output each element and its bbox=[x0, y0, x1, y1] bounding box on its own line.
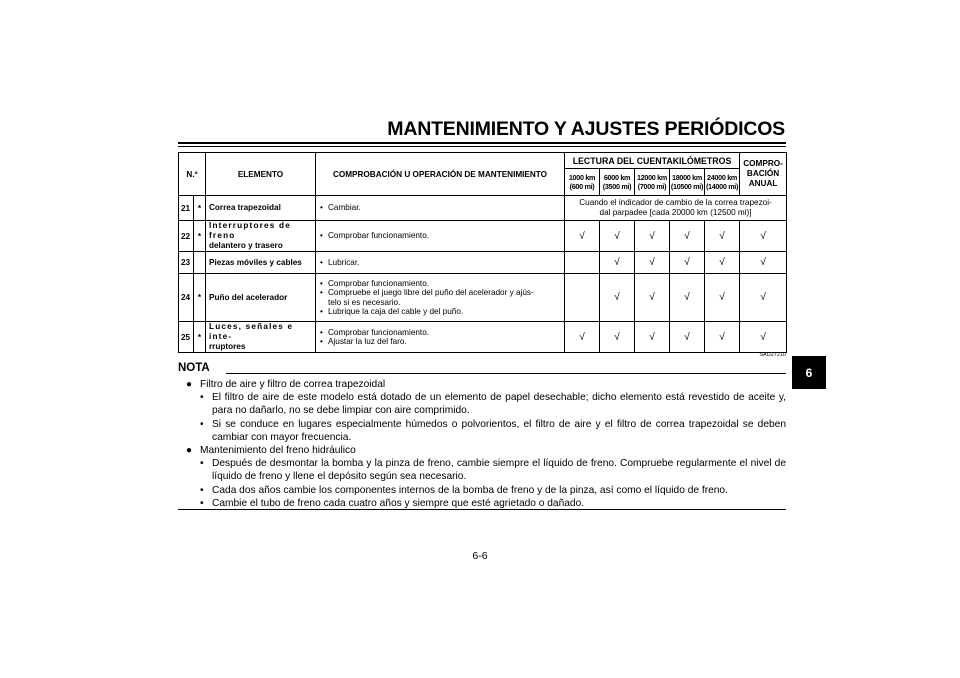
section-bottom-rule bbox=[178, 509, 786, 510]
interval-note-line-1: Cuando el indicador de cambio de la correa trapezoi- bbox=[579, 198, 772, 207]
interval-mi: (7000 mi) bbox=[637, 182, 667, 191]
operation-item: • Comprobar funcionamiento. bbox=[320, 328, 564, 338]
row-star: * bbox=[194, 274, 206, 322]
operation-line: Compruebe el juego libre del puño del acelerador y ajús- bbox=[328, 288, 534, 297]
row-operations bbox=[316, 221, 565, 252]
interval-mi: (10500 mi) bbox=[670, 182, 704, 191]
annual-check-mark: √ bbox=[740, 322, 787, 353]
check-mark: √ bbox=[565, 322, 600, 353]
row-operations bbox=[316, 196, 565, 221]
nota-subitem-text: El filtro de aire de este modelo está dotado de un elemento de papel desechable; dicho elemento está revestido de aceite y, para no dañarlo, no se debe limpiar con aire comprimido. bbox=[212, 392, 786, 417]
interval-mi: (600 mi) bbox=[569, 182, 595, 191]
row-element bbox=[206, 221, 316, 252]
operation-line: telo si es necesario. bbox=[328, 297, 401, 307]
element-line-1: Interruptores de freno bbox=[209, 221, 291, 240]
annual-check-mark: √ bbox=[740, 274, 787, 322]
bullet-icon: • bbox=[200, 458, 204, 470]
check-mark bbox=[565, 252, 600, 274]
nota-item-label: Mantenimiento del freno hidráulico bbox=[200, 445, 356, 457]
nota-subitem-text: Cambie el tubo de freno cada cuatro años y siempre que esté agrietado o dañado. bbox=[212, 497, 585, 509]
check-mark: √ bbox=[635, 274, 670, 322]
annual-line-1: COMPRO- bbox=[743, 159, 783, 168]
operation-item: • Lubrique la caja del cable y del puño. bbox=[320, 307, 564, 317]
row-number: 23 bbox=[179, 252, 194, 274]
check-mark: √ bbox=[600, 274, 635, 322]
check-mark: √ bbox=[670, 221, 705, 252]
interval-km: 6000 km bbox=[603, 173, 631, 182]
nota-subitem bbox=[186, 391, 786, 417]
operation-item: • Comprobar funcionamiento. bbox=[320, 279, 564, 289]
nota-subitem-text: Cada dos años cambie los componentes internos de la bomba de freno y de la pinza, así como el líquido de freno. bbox=[212, 484, 728, 496]
check-mark: √ bbox=[670, 252, 705, 274]
operation-item: • Ajustar la luz del faro. bbox=[320, 337, 564, 347]
row-number: 21 bbox=[179, 196, 194, 221]
nota-subitem-text: Después de desmontar la bomba y la pinza de freno, cambie siempre el líquido de freno. Compruebe regularmente el nivel de líquido de freno y llene el depósito según sea necesario. bbox=[212, 458, 786, 483]
chapter-tab[interactable]: 6 bbox=[792, 356, 826, 389]
title-rule-thin bbox=[178, 146, 786, 147]
nota-subitem-text: Si se conduce en lugares especialmente húmedos o polvorientos, el filtro de aire y el filtro de correa trapezoidal se deben cambiar con mayor frecuencia. bbox=[212, 418, 786, 443]
check-mark: √ bbox=[705, 252, 740, 274]
check-mark: √ bbox=[600, 221, 635, 252]
interval-mi: (14000 mi) bbox=[705, 182, 739, 191]
header-annual bbox=[740, 153, 787, 196]
nota-title: NOTA bbox=[178, 362, 210, 374]
interval-km: 18000 km bbox=[672, 173, 702, 182]
header-no: N.º bbox=[179, 153, 206, 196]
header-odometer: LECTURA DEL CUENTAKILÓMETROS bbox=[565, 153, 740, 169]
element-line-2: delantero y trasero bbox=[209, 241, 283, 250]
table-row bbox=[179, 322, 787, 353]
check-mark: √ bbox=[635, 322, 670, 353]
header-element: ELEMENTO bbox=[206, 153, 316, 196]
title-rule bbox=[178, 142, 786, 144]
header-operation: COMPROBACIÓN U OPERACIÓN DE MANTENIMIENTO bbox=[316, 153, 565, 196]
interval-header bbox=[565, 169, 600, 196]
operation-item: • Lubricar. bbox=[320, 258, 564, 268]
check-mark bbox=[565, 274, 600, 322]
check-mark: √ bbox=[705, 221, 740, 252]
interval-header bbox=[635, 169, 670, 196]
annual-check-mark: √ bbox=[740, 221, 787, 252]
check-mark: √ bbox=[565, 221, 600, 252]
table-row bbox=[179, 196, 787, 221]
check-mark: √ bbox=[600, 252, 635, 274]
interval-header bbox=[705, 169, 740, 196]
row-operations bbox=[316, 252, 565, 274]
maintenance-table bbox=[178, 152, 787, 353]
check-mark: √ bbox=[670, 274, 705, 322]
annual-line-2: BACIÓN bbox=[746, 169, 780, 178]
reference-code: SAU27210 bbox=[759, 352, 786, 358]
row-star bbox=[194, 252, 206, 274]
table-row bbox=[179, 221, 787, 252]
nota-item-label: Filtro de aire y filtro de correa trapezoidal bbox=[200, 379, 386, 390]
page-number: 6-6 bbox=[472, 550, 488, 562]
bullet-icon: • bbox=[200, 497, 204, 509]
element-line-1: Luces, señales e inte- bbox=[209, 322, 294, 341]
bullet-icon: • bbox=[200, 484, 204, 496]
bullet-icon: • bbox=[200, 418, 204, 430]
row-element: Puño del acelerador bbox=[206, 274, 316, 322]
row-number: 24 bbox=[179, 274, 194, 322]
row-element: Correa trapezoidal bbox=[206, 196, 316, 221]
interval-header bbox=[600, 169, 635, 196]
row-number: 22 bbox=[179, 221, 194, 252]
check-mark: √ bbox=[705, 322, 740, 353]
interval-mi: (3500 mi) bbox=[602, 182, 632, 191]
row-star: * bbox=[194, 196, 206, 221]
nota-subitem bbox=[186, 457, 786, 483]
nota-item bbox=[186, 444, 786, 457]
row-operations bbox=[316, 322, 565, 353]
interval-header bbox=[670, 169, 705, 196]
row-star: * bbox=[194, 322, 206, 353]
filled-circle-bullet-icon: ● bbox=[186, 445, 193, 457]
interval-note-line-2: dal parpadee [cada 20000 km (12500 mi)] bbox=[599, 208, 752, 217]
operation-item bbox=[320, 288, 564, 307]
row-interval-note bbox=[565, 196, 787, 221]
interval-km: 24000 km bbox=[707, 173, 738, 182]
check-mark: √ bbox=[670, 322, 705, 353]
operation-item: • Cambiar. bbox=[320, 203, 564, 213]
nota-item bbox=[186, 378, 786, 391]
interval-km: 12000 km bbox=[637, 173, 667, 182]
row-operations bbox=[316, 274, 565, 322]
nota-subitem bbox=[186, 484, 786, 497]
bullet-icon: • bbox=[200, 392, 204, 404]
operation-item: • Comprobar funcionamiento. bbox=[320, 231, 564, 241]
check-mark: √ bbox=[600, 322, 635, 353]
nota-list bbox=[186, 378, 786, 510]
annual-check-mark: √ bbox=[740, 252, 787, 274]
row-star: * bbox=[194, 221, 206, 252]
page-title: MANTENIMIENTO Y AJUSTES PERIÓDICOS bbox=[387, 118, 785, 140]
row-number: 25 bbox=[179, 322, 194, 353]
filled-circle-bullet-icon: ● bbox=[186, 379, 193, 390]
check-mark: √ bbox=[635, 221, 670, 252]
nota-rule bbox=[226, 373, 786, 374]
table-row bbox=[179, 274, 787, 322]
element-line-2: rruptores bbox=[209, 342, 246, 351]
nota-subitem bbox=[186, 418, 786, 444]
table-row bbox=[179, 252, 787, 274]
row-element: Piezas móviles y cables bbox=[206, 252, 316, 274]
row-element bbox=[206, 322, 316, 353]
check-mark: √ bbox=[635, 252, 670, 274]
check-mark: √ bbox=[705, 274, 740, 322]
interval-km: 1000 km bbox=[568, 173, 596, 182]
annual-line-3: ANUAL bbox=[748, 179, 778, 188]
